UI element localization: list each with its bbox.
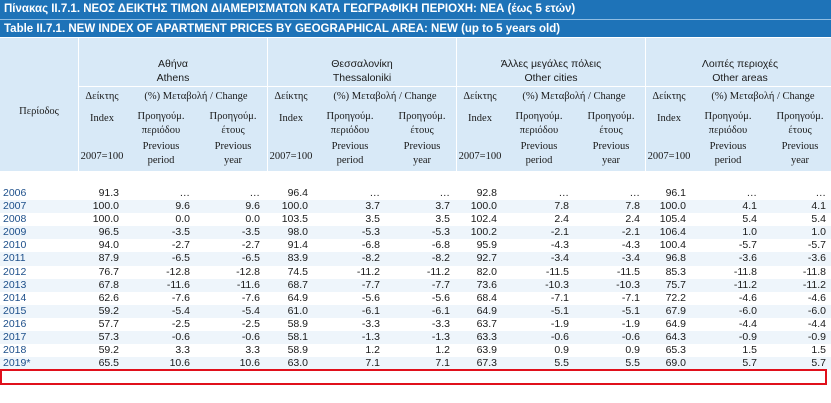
prev-period-english-2: period: [714, 155, 742, 166]
table-cell: 3.5: [435, 213, 450, 226]
table-cell: -11.8: [802, 265, 826, 278]
row-year: 2017: [3, 331, 27, 344]
table-cell: 4.1: [811, 200, 826, 213]
table-cell: 3.5: [365, 213, 380, 226]
table-cell: 65.3: [665, 344, 686, 357]
prev-year-greek-2: έτους: [599, 125, 623, 136]
table-cell: 4.1: [742, 200, 757, 213]
table-cell: -5.3: [431, 226, 450, 239]
prev-year-english-2: year: [412, 155, 432, 166]
table-cell: 58.9: [287, 317, 308, 330]
table-cell: -11.2: [426, 265, 450, 278]
index-header-greek: Δείκτης: [652, 91, 686, 102]
table-cell: 83.9: [287, 252, 308, 265]
table-cell: 68.7: [287, 278, 308, 291]
table-cell: -1.3: [431, 331, 450, 344]
table-row: [0, 226, 831, 239]
table-cell: -7.7: [361, 278, 380, 291]
table-cell: -7.7: [431, 278, 450, 291]
row-year: 2007: [3, 200, 27, 213]
table-cell: 69.0: [665, 357, 686, 370]
table-cell: …: [439, 187, 450, 199]
table-cell: 1.0: [742, 226, 757, 239]
group-title-greek: Θεσσαλονίκη: [331, 58, 393, 70]
group-title-english: Thessaloniki: [332, 72, 392, 84]
table-cell: 9.6: [245, 200, 260, 213]
table-cell: 95.9: [476, 239, 497, 252]
table-cell: -4.4: [807, 317, 826, 330]
table-cell: 1.5: [811, 344, 826, 357]
change-header: (%) Μεταβολή / Change: [333, 91, 437, 102]
prev-year-greek-2: έτους: [410, 125, 434, 136]
table-cell: 105.4: [659, 213, 686, 226]
table-cell: 74.5: [287, 265, 308, 278]
group-title-english: Athens: [156, 72, 190, 84]
table-cell: -5.6: [361, 291, 380, 304]
table-cell: -11.5: [545, 265, 569, 278]
table-cell: 100.0: [659, 200, 686, 213]
prev-year-greek-2: έτους: [788, 125, 812, 136]
table-row: [0, 213, 831, 226]
table-cell: -5.1: [550, 304, 569, 317]
table-cell: -1.3: [361, 331, 380, 344]
table-row: [0, 331, 831, 344]
table-cell: 91.4: [287, 239, 308, 252]
table-cell: -4.4: [738, 317, 757, 330]
table-cell: 102.4: [470, 213, 497, 226]
table-cell: 58.9: [287, 344, 308, 357]
table-cell: 92.7: [476, 252, 497, 265]
table-cell: -7.1: [550, 291, 569, 304]
table-cell: 5.4: [811, 213, 826, 226]
table-cell: -1.9: [550, 317, 569, 330]
table-cell: -11.2: [802, 278, 826, 291]
table-cell: 3.3: [245, 344, 260, 357]
table-cell: -5.4: [171, 304, 190, 317]
table-cell: …: [629, 187, 640, 199]
table-cell: 0.0: [175, 213, 190, 226]
table-cell: 100.0: [92, 213, 119, 226]
table-cell: 63.0: [287, 357, 308, 370]
table-cell: 3.3: [175, 344, 190, 357]
table-cell: 1.0: [811, 226, 826, 239]
prev-period-greek-1: Προηγούμ.: [515, 111, 563, 122]
table-cell: -2.7: [241, 239, 260, 252]
table-cell: 5.5: [554, 357, 569, 370]
table-cell: -5.4: [241, 304, 260, 317]
table-row: [0, 292, 831, 305]
table-row: [0, 279, 831, 292]
table-cell: -6.1: [431, 304, 450, 317]
table-cell: 57.7: [98, 317, 119, 330]
prev-period-greek-2: περιόδου: [519, 125, 559, 136]
table-cell: -7.6: [241, 291, 260, 304]
table-cell: -11.2: [733, 278, 757, 291]
table-cell: 96.8: [665, 252, 686, 265]
table-cell: 65.5: [98, 357, 119, 370]
table-cell: -5.1: [621, 304, 640, 317]
table-cell: -12.8: [236, 265, 260, 278]
table-cell: 3.7: [435, 200, 450, 213]
index-header-greek: Δείκτης: [274, 91, 308, 102]
table-row: [0, 187, 831, 200]
table-cell: -10.3: [545, 278, 569, 291]
prev-period-english-2: period: [336, 155, 364, 166]
table-cell: …: [558, 187, 569, 199]
table-cell: -4.3: [621, 239, 640, 252]
table-cell: -5.6: [431, 291, 450, 304]
table-cell: -3.6: [807, 252, 826, 265]
row-year: 2006: [3, 187, 27, 199]
table-cell: 1.5: [742, 344, 757, 357]
prev-year-greek-1: Προηγούμ.: [209, 111, 257, 122]
table-cell: 64.9: [665, 317, 686, 330]
group-title-greek: Άλλες μεγάλες πόλεις: [500, 58, 602, 70]
prev-year-english-1: Previous: [403, 141, 441, 152]
table-cell: 63.9: [476, 344, 497, 357]
table-cell: …: [249, 187, 260, 199]
index-base-label: 2007=100: [647, 151, 691, 162]
table-cell: 73.6: [476, 278, 497, 291]
table-cell: …: [815, 187, 826, 199]
group-title-greek: Λοιπές περιοχές: [701, 58, 779, 70]
table-cell: 67.9: [665, 304, 686, 317]
table-cell: -6.5: [241, 252, 260, 265]
table-cell: 100.0: [470, 200, 497, 213]
index-header-english: Index: [279, 113, 303, 124]
table-cell: 0.9: [554, 344, 569, 357]
table-cell: -5.7: [807, 239, 826, 252]
prev-year-english-1: Previous: [781, 141, 819, 152]
table-cell: -3.5: [171, 226, 190, 239]
row-year: 2009: [3, 226, 27, 239]
table-cell: 5.7: [811, 357, 826, 370]
table-cell: 0.0: [245, 213, 260, 226]
table-cell: 10.6: [169, 357, 190, 370]
prev-period-greek-2: περιόδου: [141, 125, 181, 136]
row-year: 2014: [3, 291, 27, 304]
row-year: 2012: [3, 265, 27, 278]
table-cell: 76.7: [98, 265, 119, 278]
row-year: 2013: [3, 278, 27, 291]
table-cell: -10.3: [616, 278, 640, 291]
prev-year-greek-2: έτους: [221, 125, 245, 136]
change-header: (%) Μεταβολή / Change: [711, 91, 815, 102]
table-title-english: Table II.7.1. NEW INDEX OF APARTMENT PRICES BY GEOGRAPHICAL AREA: NEW (up to 5 years old): [0, 19, 831, 37]
table-row: [0, 344, 831, 357]
table-cell: -11.5: [616, 265, 640, 278]
change-header: (%) Μεταβολή / Change: [144, 91, 248, 102]
table-cell: -0.6: [550, 331, 569, 344]
table-cell: 96.5: [98, 226, 119, 239]
table-cell: 7.8: [554, 200, 569, 213]
table-cell: -3.5: [241, 226, 260, 239]
row-year: 2015: [3, 304, 27, 317]
table-cell: 106.4: [659, 226, 686, 239]
prev-period-english-1: Previous: [520, 141, 558, 152]
table-cell: -0.6: [621, 331, 640, 344]
table-cell: -3.3: [361, 317, 380, 330]
table-cell: -5.7: [738, 239, 757, 252]
index-header-english: Index: [657, 113, 681, 124]
table-cell: 63.3: [476, 331, 497, 344]
table-title-greek: Πίνακας ΙΙ.7.1. ΝΕΟΣ ΔΕΙΚΤΗΣ ΤΙΜΩΝ ΔΙΑΜΕΡΙΣΜΑΤΩΝ ΚΑΤΑ ΓΕΩΓΡΑΦΙΚΗ ΠΕΡΙΟΧΗ: ΝΕΑ (έως 5 ετών): [0, 0, 831, 19]
table-cell: 1.2: [365, 344, 380, 357]
table-row: [0, 305, 831, 318]
table-cell: 57.3: [98, 331, 119, 344]
highlight-box-2018: [0, 369, 827, 385]
table-cell: 68.4: [476, 291, 497, 304]
table-cell: 10.6: [239, 357, 260, 370]
table-cell: 0.9: [625, 344, 640, 357]
table-cell: …: [746, 187, 757, 199]
period-header: Περίοδος: [19, 106, 59, 117]
table-cell: 7.1: [435, 357, 450, 370]
table-cell: 64.9: [287, 291, 308, 304]
prev-period-english-1: Previous: [709, 141, 747, 152]
table-cell: 58.1: [287, 331, 308, 344]
group-title-english: Other areas: [712, 72, 768, 84]
prev-year-greek-1: Προηγούμ.: [398, 111, 446, 122]
table-cell: -3.4: [621, 252, 640, 265]
prev-period-greek-1: Προηγούμ.: [137, 111, 185, 122]
table-cell: -0.6: [171, 331, 190, 344]
table-cell: 100.0: [92, 200, 119, 213]
prev-year-english-1: Previous: [214, 141, 252, 152]
prev-period-greek-2: περιόδου: [708, 125, 748, 136]
table-cell: -1.9: [621, 317, 640, 330]
table-cell: -2.5: [171, 317, 190, 330]
table-cell: 96.1: [665, 187, 686, 199]
index-header-english: Index: [468, 113, 492, 124]
table-cell: 87.9: [98, 252, 119, 265]
prev-period-greek-1: Προηγούμ.: [326, 111, 374, 122]
table-cell: -6.0: [807, 304, 826, 317]
table-cell: 100.2: [470, 226, 497, 239]
table-cell: 96.4: [287, 187, 308, 199]
table-cell: -0.6: [241, 331, 260, 344]
prev-period-english-2: period: [525, 155, 553, 166]
table-cell: 7.8: [625, 200, 640, 213]
prev-period-greek-1: Προηγούμ.: [704, 111, 752, 122]
table-row: [0, 318, 831, 331]
table-cell: -6.8: [431, 239, 450, 252]
prev-year-greek-1: Προηγούμ.: [776, 111, 824, 122]
table-cell: 2.4: [625, 213, 640, 226]
table-cell: 64.9: [476, 304, 497, 317]
table-cell: 100.0: [281, 200, 308, 213]
table-cell: -2.1: [550, 226, 569, 239]
table-cell: 85.3: [665, 265, 686, 278]
prev-year-english-2: year: [601, 155, 621, 166]
table-cell: 92.8: [476, 187, 497, 199]
table-cell: -2.1: [621, 226, 640, 239]
table-cell: -6.8: [361, 239, 380, 252]
table-cell: -7.1: [621, 291, 640, 304]
table-cell: 59.2: [98, 344, 119, 357]
table-cell: 1.2: [435, 344, 450, 357]
table-cell: 82.0: [476, 265, 497, 278]
prev-year-greek-1: Προηγούμ.: [587, 111, 635, 122]
prev-period-english-1: Previous: [331, 141, 369, 152]
table-cell: -5.3: [361, 226, 380, 239]
table-cell: -8.2: [361, 252, 380, 265]
table-cell: …: [179, 187, 190, 199]
table-cell: 72.2: [665, 291, 686, 304]
index-header-greek: Δείκτης: [85, 91, 119, 102]
table-cell: 9.6: [175, 200, 190, 213]
prev-year-english-2: year: [223, 155, 243, 166]
divider: [79, 86, 831, 87]
table-cell: -7.6: [171, 291, 190, 304]
change-header: (%) Μεταβολή / Change: [522, 91, 626, 102]
table-row: [0, 239, 831, 252]
table-cell: 62.6: [98, 291, 119, 304]
table-cell: 2.4: [554, 213, 569, 226]
table-cell: 67.8: [98, 278, 119, 291]
table-cell: -4.3: [550, 239, 569, 252]
table-cell: -8.2: [431, 252, 450, 265]
prev-year-english-1: Previous: [592, 141, 630, 152]
table-cell: 103.5: [281, 213, 308, 226]
table-cell: -3.6: [738, 252, 757, 265]
table-cell: 98.0: [287, 226, 308, 239]
row-year: 2008: [3, 213, 27, 226]
table-cell: 63.7: [476, 317, 497, 330]
table-cell: -3.4: [550, 252, 569, 265]
table-cell: -0.9: [807, 331, 826, 344]
table-cell: 64.3: [665, 331, 686, 344]
table-cell: -6.5: [171, 252, 190, 265]
table-row: [0, 200, 831, 213]
group-title-greek: Αθήνα: [157, 58, 188, 70]
table-cell: 5.5: [625, 357, 640, 370]
index-base-label: 2007=100: [458, 151, 502, 162]
row-year: 2010: [3, 239, 27, 252]
table-cell: -6.1: [361, 304, 380, 317]
prev-year-english-2: year: [790, 155, 810, 166]
index-base-label: 2007=100: [80, 151, 124, 162]
row-year: 2011: [3, 252, 26, 265]
table-cell: 3.7: [365, 200, 380, 213]
prev-period-english-1: Previous: [142, 141, 180, 152]
row-year: 2018: [3, 344, 27, 357]
row-year: 2019*: [3, 357, 31, 370]
table-cell: 61.0: [287, 304, 308, 317]
table-cell: -2.5: [241, 317, 260, 330]
table-cell: -6.0: [738, 304, 757, 317]
table-cell: 94.0: [98, 239, 119, 252]
prev-period-greek-2: περιόδου: [330, 125, 370, 136]
table-cell: -11.6: [236, 278, 260, 291]
table-cell: 5.4: [742, 213, 757, 226]
table-cell: 7.1: [365, 357, 380, 370]
table-cell: -4.6: [807, 291, 826, 304]
table-cell: 59.2: [98, 304, 119, 317]
table-cell: -2.7: [171, 239, 190, 252]
table-cell: 100.4: [659, 239, 686, 252]
table-cell: 91.3: [98, 187, 119, 199]
index-base-label: 2007=100: [269, 151, 313, 162]
table-cell: -12.8: [166, 265, 190, 278]
table-row: [0, 266, 831, 279]
table-cell: 67.3: [476, 357, 497, 370]
data-rows: [0, 187, 831, 370]
table-cell: -11.2: [356, 265, 380, 278]
table-cell: -4.6: [738, 291, 757, 304]
table-cell: 75.7: [665, 278, 686, 291]
index-header-english: Index: [90, 113, 114, 124]
group-title-english: Other cities: [524, 72, 578, 84]
table-cell: -0.9: [738, 331, 757, 344]
table-cell: -11.6: [166, 278, 190, 291]
table-row: [0, 252, 831, 265]
table-cell: -11.8: [733, 265, 757, 278]
table-cell: -3.3: [431, 317, 450, 330]
prev-period-english-2: period: [147, 155, 175, 166]
table-cell: …: [369, 187, 380, 199]
index-header-greek: Δείκτης: [463, 91, 497, 102]
row-year: 2016: [3, 317, 27, 330]
table-cell: 5.7: [742, 357, 757, 370]
